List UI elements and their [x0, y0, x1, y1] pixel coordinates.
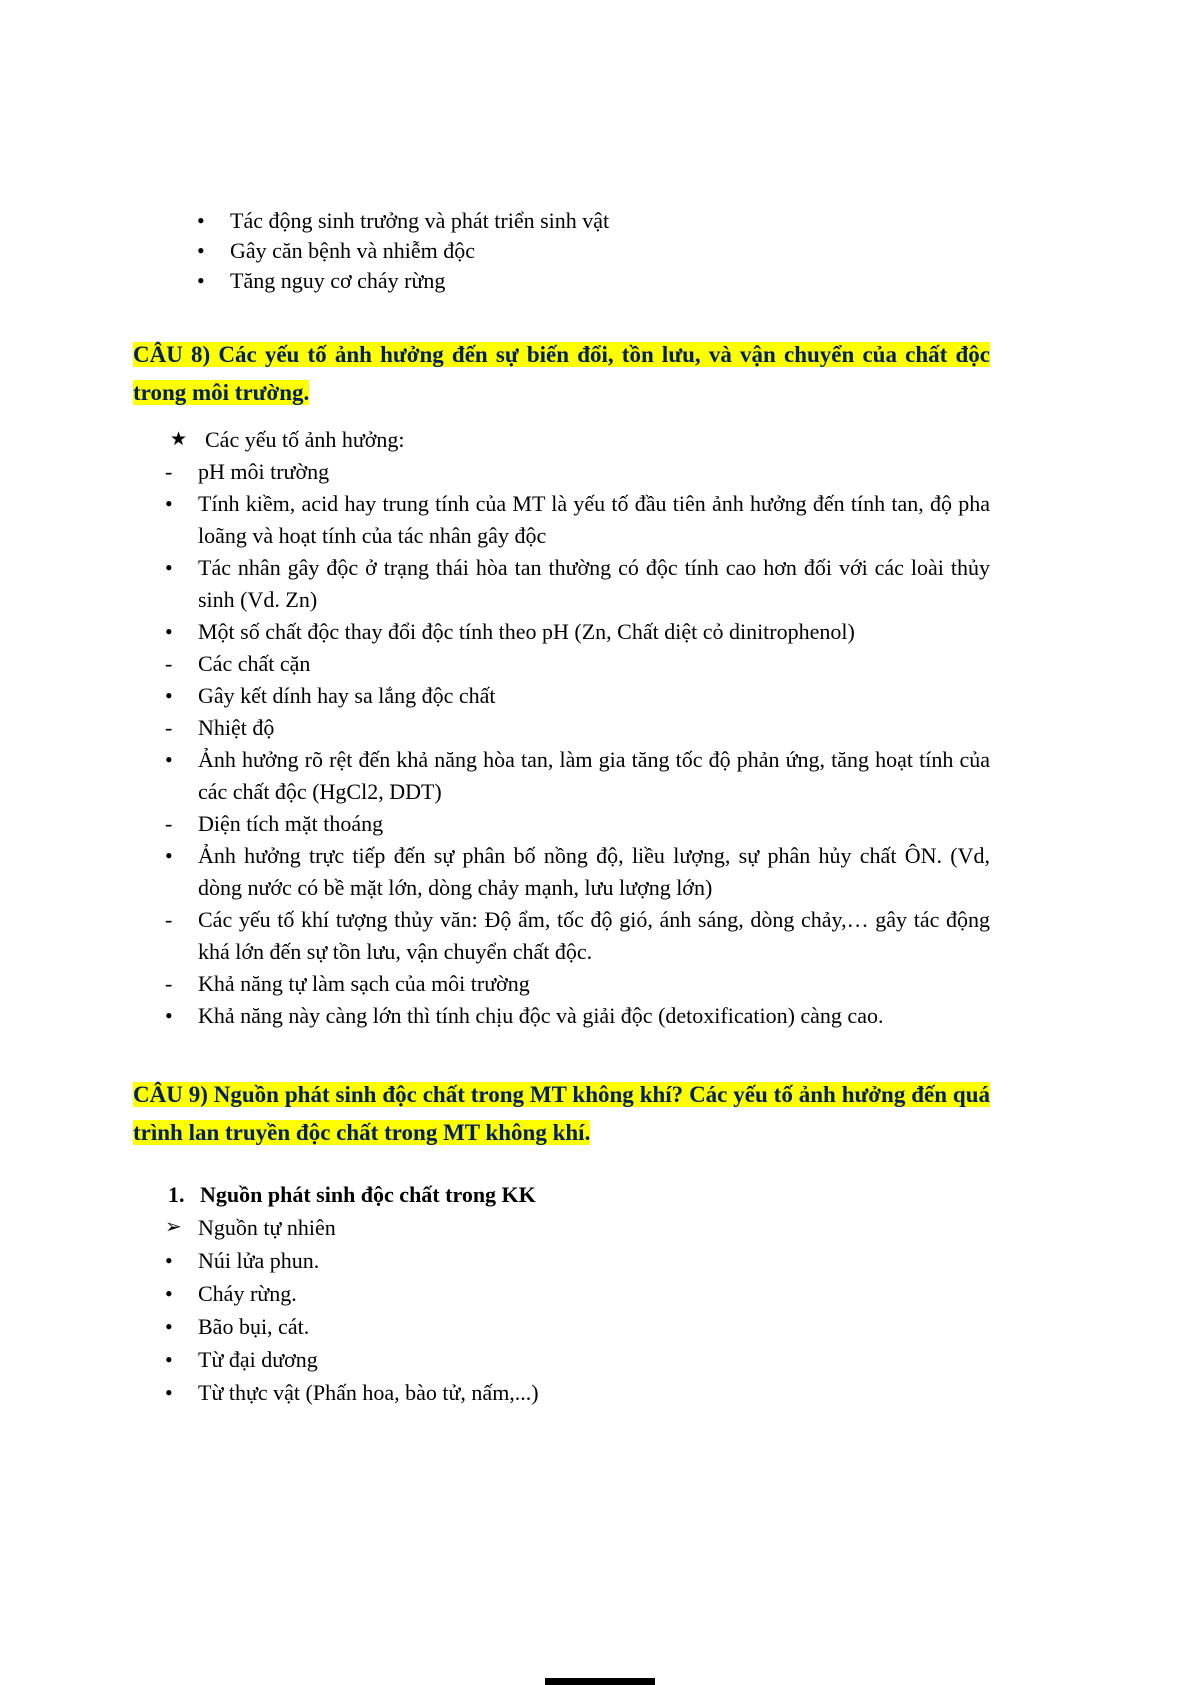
- list-item: [133, 1343, 990, 1376]
- bullet-marker: •: [197, 208, 205, 233]
- list-item: [133, 648, 990, 680]
- intro-bullet-text: Tăng nguy cơ cháy rừng: [230, 268, 446, 293]
- list-item-text: Tính kiềm, acid hay trung tính của MT là yếu tố đầu tiên ảnh hưởng đến tính tan, độ pha loãng và hoạt tính của tác nhân gây độc: [198, 491, 990, 548]
- list-item: [133, 1000, 990, 1032]
- list-marker: •: [165, 1003, 173, 1028]
- list-marker: -: [165, 971, 173, 996]
- list-item-text: Nhiệt độ: [198, 715, 275, 740]
- list-marker: -: [165, 651, 173, 676]
- highlighted-heading-text: CÂU 9) Nguồn phát sinh độc chất trong MT không khí? Các yếu tố ảnh hưởng đến quá trình lan truyền độc chất trong MT không khí.: [133, 1082, 990, 1145]
- list-item-text: Một số chất độc thay đổi độc tính theo pH (Zn, Chất diệt cỏ dinitrophenol): [198, 619, 855, 644]
- star-icon: ★: [170, 429, 188, 450]
- list-marker: •: [165, 683, 173, 708]
- list-item-text: Các chất cặn: [198, 651, 311, 676]
- list-item: [133, 840, 990, 904]
- list-item-text: Bão bụi, cát.: [198, 1314, 310, 1339]
- list-item-text: Từ đại dương: [198, 1347, 318, 1372]
- list-marker: •: [165, 843, 173, 868]
- list-item: [133, 712, 990, 744]
- list-marker: •: [165, 491, 173, 516]
- list-item-text: Núi lửa phun.: [198, 1248, 320, 1273]
- list-marker: •: [165, 555, 173, 580]
- list-item: [133, 968, 990, 1000]
- intro-bullet-item: [133, 266, 990, 296]
- list-item-text: Các yếu tố khí tượng thủy văn: Độ ẩm, tốc độ gió, ánh sáng, dòng chảy,… gây tác động khá lớn đến sự tồn lưu, vận chuyển chất độc.: [198, 907, 990, 964]
- arrow-item-text: Nguồn tự nhiên: [198, 1215, 336, 1240]
- numbered-list-item: [133, 1178, 990, 1211]
- list-item: [133, 488, 990, 552]
- bullet-marker: •: [197, 268, 205, 293]
- list-item-text: Tác nhân gây độc ở trạng thái hòa tan thường có độc tính cao hơn đối với các loài thủy sinh (Vd. Zn): [198, 555, 990, 612]
- intro-bullet-text: Gây căn bệnh và nhiễm độc: [230, 238, 475, 263]
- list-item: [133, 616, 990, 648]
- section8-list: [133, 424, 990, 1032]
- bottom-black-bar: [545, 1678, 655, 1685]
- list-item-text: pH môi trường: [198, 459, 330, 484]
- list-item: [133, 1310, 990, 1343]
- bullet-marker: •: [165, 1314, 173, 1339]
- list-item-text: Ảnh hưởng rõ rệt đến khả năng hòa tan, làm gia tăng tốc độ phản ứng, tăng hoạt tính của các chất độc (HgCl2, DDT): [198, 747, 990, 804]
- list-marker: -: [165, 907, 173, 932]
- list-item: [133, 552, 990, 616]
- intro-bullet-text: Tác động sinh trưởng và phát triển sinh vật: [230, 208, 610, 233]
- list-item: [133, 456, 990, 488]
- bullet-marker: •: [165, 1248, 173, 1273]
- list-marker: •: [165, 619, 173, 644]
- section-heading-cau8: [133, 336, 990, 412]
- bullet-marker: •: [165, 1347, 173, 1372]
- list-marker: •: [165, 747, 173, 772]
- list-item: [133, 680, 990, 712]
- list-item: [133, 904, 990, 968]
- list-item: [133, 744, 990, 808]
- bullet-marker: •: [165, 1281, 173, 1306]
- list-item-text: Cháy rừng.: [198, 1281, 297, 1306]
- intro-bullet-list: [133, 206, 990, 296]
- list-item-text: Gây kết dính hay sa lắng độc chất: [198, 683, 496, 708]
- intro-bullet-item: [133, 206, 990, 236]
- intro-bullet-item: [133, 236, 990, 266]
- list-marker: -: [165, 811, 173, 836]
- section9-list: [133, 1178, 990, 1409]
- list-item: [133, 1376, 990, 1409]
- list-item: [133, 808, 990, 840]
- bullet-marker: •: [197, 238, 205, 263]
- star-item-text: Các yếu tố ảnh hưởng:: [205, 427, 405, 452]
- list-marker: -: [165, 715, 173, 740]
- section-heading-cau9: [133, 1076, 990, 1152]
- list-item-text: Khả năng tự làm sạch của môi trường: [198, 971, 530, 996]
- bullet-marker: •: [165, 1380, 173, 1405]
- star-list-item: [133, 424, 990, 456]
- arrow-marker-icon: ➢: [165, 1216, 182, 1238]
- arrow-list-item: [133, 1211, 990, 1244]
- list-item-text: Từ thực vật (Phấn hoa, bào tử, nấm,...): [198, 1380, 539, 1405]
- list-marker: -: [165, 459, 173, 484]
- highlighted-heading-text: CÂU 8) Các yếu tố ảnh hưởng đến sự biến đổi, tồn lưu, và vận chuyển của chất độc trong môi trường.: [133, 342, 990, 405]
- list-item: [133, 1277, 990, 1310]
- list-item-text: Khả năng này càng lớn thì tính chịu độc và giải độc (detoxification) càng cao.: [198, 1003, 884, 1028]
- list-item: [133, 1244, 990, 1277]
- list-item-text: Ảnh hưởng trực tiếp đến sự phân bố nồng độ, liều lượng, sự phân hủy chất ÔN. (Vd, dòng nước có bề mặt lớn, dòng chảy mạnh, lưu lượng lớn): [198, 843, 990, 900]
- document-content: [133, 206, 990, 1409]
- numbered-item-text: Nguồn phát sinh độc chất trong KK: [200, 1182, 536, 1207]
- number-marker: 1.: [168, 1182, 185, 1207]
- list-item-text: Diện tích mặt thoáng: [198, 811, 384, 836]
